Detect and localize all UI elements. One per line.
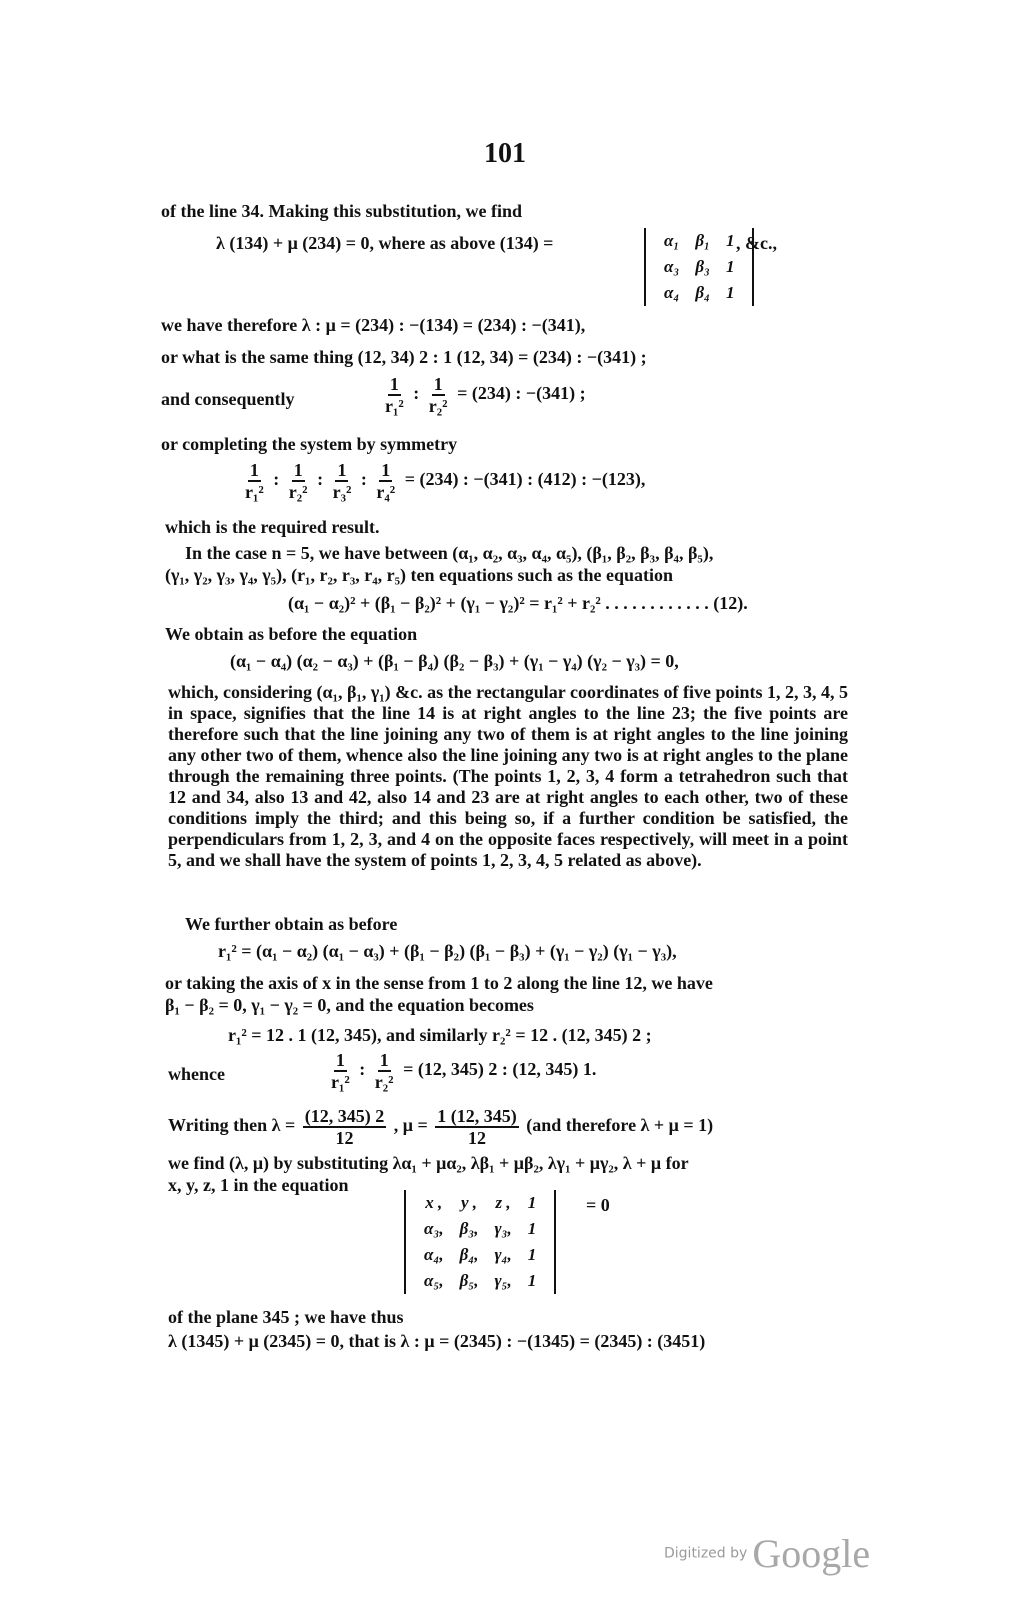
- fraction-numerator: (12, 345) 2: [304, 1106, 385, 1126]
- equation-text: , μ =: [393, 1115, 428, 1136]
- det-cell: 1: [725, 257, 735, 276]
- text-line: of the line 34. Making this substitution, we find: [161, 201, 523, 221]
- det-cell: β₃,: [459, 1219, 479, 1238]
- fraction-numerator: 1: [335, 1050, 345, 1070]
- fraction: [243, 460, 266, 502]
- det-cell: α₃,: [424, 1219, 444, 1238]
- det-cell: 1: [725, 283, 735, 302]
- det-cell: α₁: [664, 231, 680, 250]
- fraction: [383, 374, 406, 416]
- equation-rhs: = (12, 345) 2 : (12, 345) 1.: [403, 1059, 597, 1080]
- det-cell: β₅,: [459, 1271, 479, 1290]
- equation-line: (α₁ − α₂)² + (β₁ − β₂)² + (γ₁ − γ₂)² = r₁² + r₂² . . . . . . . . . . . . (12).: [288, 593, 748, 613]
- equation-line: λ (1345) + μ (2345) = 0, that is λ : μ = (2345) : −(1345) = (2345) : (3451): [168, 1331, 706, 1351]
- text-line: We obtain as before the equation: [165, 624, 418, 644]
- watermark-small-text: Digitized by: [664, 1545, 748, 1562]
- det-cell: γ₄,: [494, 1245, 512, 1264]
- equation-text: Writing then λ =: [168, 1115, 296, 1136]
- equation-rhs: = (234) : −(341) ;: [457, 383, 586, 404]
- det-cell: 1: [725, 231, 735, 250]
- det-cell: β₄: [695, 283, 710, 302]
- fraction: [427, 374, 450, 416]
- text-line: x, y, z, 1 in the equation: [168, 1175, 349, 1195]
- det-cell: 1: [527, 1245, 537, 1264]
- fraction-numerator: 1: [293, 460, 303, 480]
- fraction: [435, 1106, 519, 1148]
- fraction-denominator: 12: [335, 1128, 354, 1148]
- text-line: β₁ − β₂ = 0, γ₁ − γ₂ = 0, and the equation becomes: [165, 995, 534, 1015]
- fraction-denominator: r₁²: [245, 482, 264, 502]
- equation-line: , &c.,: [736, 233, 777, 253]
- equation-line: r₁² = (α₁ − α₂) (α₁ − α₃) + (β₁ − β₂) (β₁ − β₃) + (γ₁ − γ₂) (γ₁ − γ₃),: [218, 941, 677, 961]
- fraction-numerator: 1: [249, 460, 259, 480]
- ratio-colon: :: [359, 1059, 366, 1080]
- equation-text: (and therefore λ + μ = 1): [526, 1115, 714, 1136]
- ratio-colon: :: [273, 469, 280, 490]
- body-paragraph: which, considering (α₁, β₁, γ₁) &c. as the rectangular coordinates of five points 1, 2, 3, 4, 5 in space, signifies that the line 14 is at right angles to the line 23; the five points are therefore such that the line joining any two of them is at right angles to the line joining any other two of them, whence also the line joining any two is at right angles to the plane through the remaining three points. (The points 1, 2, 3, 4 form a tetrahedron such that 12 and 34, also 13 and 42, also 14 and 23 are at right angles to each other, two of these conditions imply the third; and this being so, if a further condition be satisfied, the perpendiculars from 1, 2, 3, and 4 on the opposite faces respectively, will meet in a point 5, and we shall have the system of points 1, 2, 3, 4, 5 related as above).: [168, 682, 848, 870]
- text-line: or taking the axis of x in the sense from 1 to 2 along the line 12, we have: [165, 973, 713, 993]
- det-cell: β₃: [695, 257, 710, 276]
- fraction-denominator: r₄²: [376, 482, 396, 502]
- text-line: whence: [168, 1064, 225, 1084]
- page-number: 101: [484, 138, 526, 169]
- watermark-logo-text: Google: [752, 1531, 871, 1576]
- det-cell: γ₅,: [494, 1271, 512, 1290]
- det-cell: α₄,: [424, 1245, 444, 1264]
- equation-line: r₁² = 12 . 1 (12, 345), and similarly r₂² = 12 . (12, 345) 2 ;: [228, 1025, 652, 1045]
- text-line: In the case n = 5, we have between (α₁, α₂, α₃, α₄, α₅), (β₁, β₂, β₃, β₄, β₅),: [185, 543, 714, 563]
- fraction-denominator: 12: [468, 1128, 486, 1148]
- det-cell: z ,: [495, 1193, 511, 1212]
- equation-line: [240, 460, 645, 502]
- fraction-numerator: 1: [433, 374, 443, 394]
- det-cell: α₃: [664, 257, 680, 276]
- det-cell: x ,: [425, 1193, 443, 1212]
- fraction: [303, 1106, 387, 1148]
- fraction-denominator: r₁²: [331, 1072, 350, 1092]
- fraction: [373, 1050, 396, 1092]
- equation-line: [326, 1050, 596, 1092]
- text-line: and consequently: [161, 389, 295, 409]
- fraction: [287, 460, 310, 502]
- text-line: or what is the same thing (12, 34) 2 : 1 (12, 34) = (234) : −(341) ;: [161, 347, 647, 367]
- text-line: which is the required result.: [165, 517, 380, 537]
- det-cell: α₄: [664, 283, 680, 302]
- ratio-colon: :: [413, 383, 420, 404]
- text-line: or completing the system by symmetry: [161, 434, 458, 454]
- det-cell: γ₃,: [494, 1219, 512, 1238]
- equation-line: [168, 1106, 713, 1148]
- fraction: [329, 1050, 352, 1092]
- fraction-denominator: r₂²: [374, 1072, 394, 1092]
- fraction-denominator: r₂²: [288, 482, 308, 502]
- ratio-colon: :: [360, 469, 367, 490]
- ratio-colon: :: [317, 469, 324, 490]
- determinant-table: [416, 1190, 544, 1294]
- determinant-plane-345: [404, 1190, 556, 1294]
- det-cell: β₁: [695, 231, 710, 250]
- text-line: we find (λ, μ) by substituting λα₁ + μα₂, λβ₁ + μβ₂, λγ₁ + μγ₂, λ + μ for: [168, 1153, 689, 1173]
- equation-line: = 0: [586, 1195, 610, 1215]
- equation-line: λ (134) + μ (234) = 0, where as above (134) =: [216, 233, 554, 253]
- det-cell: α₅,: [424, 1271, 444, 1290]
- google-watermark: [664, 1530, 870, 1577]
- equation-line: [380, 374, 586, 416]
- det-cell: 1: [527, 1219, 537, 1238]
- fraction-denominator: r₂²: [428, 396, 448, 416]
- det-cell: 1: [527, 1271, 537, 1290]
- fraction-numerator: 1 (12, 345): [437, 1106, 517, 1126]
- fraction-numerator: 1: [389, 374, 399, 394]
- text-line: We further obtain as before: [185, 914, 398, 934]
- fraction-denominator: r₁²: [385, 396, 404, 416]
- fraction-numerator: 1: [379, 1050, 389, 1070]
- text-line: of the plane 345 ; we have thus: [168, 1307, 404, 1327]
- det-cell: y ,: [461, 1193, 478, 1212]
- text-line: we have therefore λ : μ = (234) : −(134) = (234) : −(341),: [161, 315, 586, 335]
- equation-line: (α₁ − α₄) (α₂ − α₃) + (β₁ − β₄) (β₂ − β₃) + (γ₁ − γ₄) (γ₂ − γ₃) = 0,: [230, 651, 679, 671]
- fraction-numerator: 1: [337, 460, 347, 480]
- fraction-denominator: r₃²: [332, 482, 352, 502]
- det-cell: 1: [527, 1193, 537, 1212]
- det-cell: β₄,: [459, 1245, 479, 1264]
- text-line: (γ₁, γ₂, γ₃, γ₄, γ₅), (r₁, r₂, r₃, r₄, r₅) ten equations such as the equation: [165, 565, 674, 585]
- equation-rhs: = (234) : −(341) : (412) : −(123),: [404, 469, 646, 490]
- fraction-numerator: 1: [381, 460, 391, 480]
- fraction: [331, 460, 354, 502]
- fraction: [374, 460, 397, 502]
- determinant-table: [656, 228, 742, 306]
